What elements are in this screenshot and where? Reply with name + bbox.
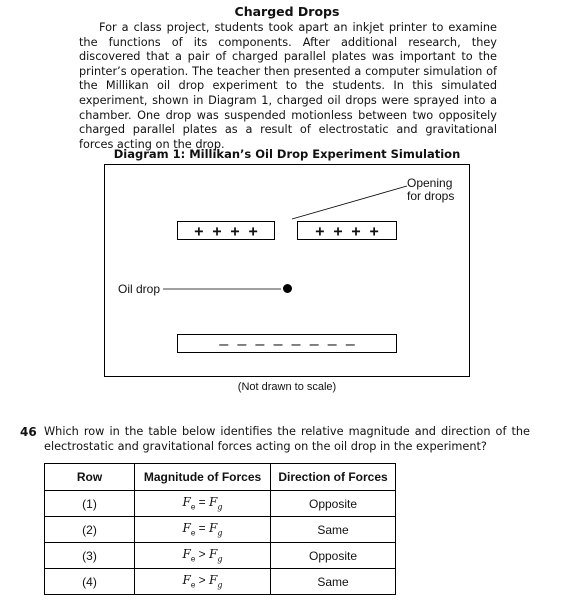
- answer-table: [44, 463, 396, 595]
- oil-drop-label: Oil drop: [118, 282, 161, 296]
- direction-cell: Opposite: [271, 491, 396, 517]
- oil-drop: [283, 284, 292, 293]
- direction-cell: Same: [271, 569, 396, 595]
- table-header-row: [45, 464, 396, 491]
- table-row: [45, 569, 396, 595]
- row-number: (3): [45, 543, 135, 569]
- header-magnitude: Magnitude of Forces: [135, 464, 271, 491]
- table-row: [45, 517, 396, 543]
- opening-label-line1: Opening: [407, 176, 453, 190]
- magnitude-cell: $F_e = F_g$: [135, 517, 271, 543]
- magnitude-cell: $F_e > F_g$: [135, 569, 271, 595]
- diagram-title: Diagram 1: Millikan’s Oil Drop Experiment Simulation: [113, 147, 461, 161]
- question-number: 46: [20, 425, 37, 439]
- direction-cell: Same: [271, 517, 396, 543]
- header-direction: Direction of Forces: [271, 464, 396, 491]
- magnitude-cell: $F_e > F_g$: [135, 543, 271, 569]
- opening-pointer-line: [292, 186, 407, 219]
- positive-plate-left: + + + +: [177, 221, 275, 240]
- direction-cell: Opposite: [271, 543, 396, 569]
- row-number: (2): [45, 517, 135, 543]
- magnitude-cell: $F_e = F_g$: [135, 491, 271, 517]
- page-title: Charged Drops: [234, 4, 340, 19]
- scale-note: (Not drawn to scale): [237, 381, 337, 393]
- negative-plate: – – – – – – – –: [177, 334, 397, 353]
- positive-plate-right: + + + +: [297, 221, 397, 240]
- row-number: (4): [45, 569, 135, 595]
- row-number: (1): [45, 491, 135, 517]
- opening-label-line2: for drops: [407, 188, 455, 203]
- question-text: Which row in the table below identifies the relative magnitude and direction of the electrostatic and gravitational forces acting on the oil drop in the experiment?: [44, 425, 530, 453]
- table-row: [45, 491, 396, 517]
- opening-label: [407, 177, 454, 202]
- diagram-1: [104, 164, 470, 377]
- passage-text: For a class project, students took apart an inkjet printer to examine the functions of its components. After additional research, they discovered that a pair of charged parallel plates was important to the printer’s operation. The teacher then presented a computer simulation of the Millikan oil drop experiment to the students. In this simulated experiment, shown in Diagram 1, charged oil drops were sprayed into a chamber. One drop was suspended motionless between two oppositely charged parallel plates as a result of electrostatic and gravitational forces acting on the drop.: [79, 21, 497, 151]
- table-row: [45, 543, 396, 569]
- header-row: Row: [45, 464, 135, 491]
